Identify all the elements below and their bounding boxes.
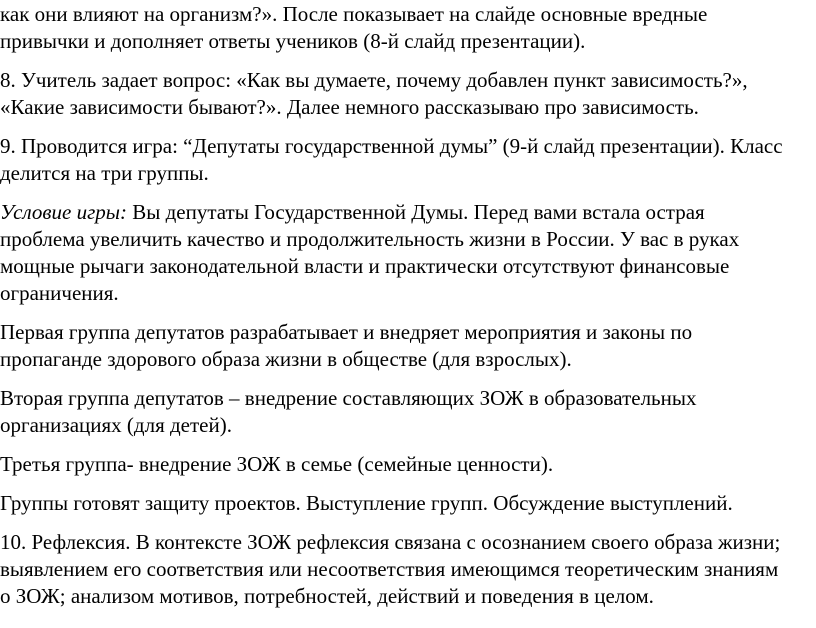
text-line: делится на три группы. [0, 161, 209, 185]
text-line: Группы готовят защиту проектов. Выступление групп. Обсуждение выступлений. [0, 491, 733, 515]
text-line: ограничения. [0, 281, 119, 305]
text-line: «Какие зависимости бывают?». Далее немного рассказываю про зависимость. [0, 95, 699, 119]
text-line: мощные рычаги законодательной власти и практически отсутствуют финансовые [0, 254, 730, 278]
text-line: Первая группа депутатов разрабатывает и внедряет мероприятия и законы по [0, 320, 693, 344]
text-line: проблема увеличить качество и продолжительность жизни в России. У вас в руках [0, 227, 740, 251]
text-fragment: Вы депутаты Государственной Думы. Перед вами встала острая [126, 200, 705, 224]
text-line: привычки и дополняет ответы учеников (8-й слайд презентации). [0, 29, 586, 53]
game-condition-label: Условие игры: [0, 200, 127, 224]
text-line: Третья группа- внедрение ЗОЖ в семье (семейные ценности). [0, 452, 554, 476]
text-line: 9. Проводится игра: “Депутаты государственной думы” (9-й слайд презентации). Класс [0, 134, 783, 158]
text-line: пропаганде здорового образа жизни в обществе (для взрослых). [0, 347, 572, 371]
text-line: 10. Рефлексия. В контексте ЗОЖ рефлексия связана с осознанием своего образа жизни; [0, 530, 781, 554]
text-line: выявлением его соответствия или несоответствия имеющимся теоретическим знаниям [0, 557, 779, 581]
text-line: о ЗОЖ; анализом мотивов, потребностей, действий и поведения в целом. [0, 584, 654, 608]
text-line: Вторая группа депутатов – внедрение составляющих ЗОЖ в образовательных [0, 386, 697, 410]
text-line: 8. Учитель задает вопрос: «Как вы думаете, почему добавлен пункт зависимость?», [0, 68, 748, 92]
text-line: как они влияют на организм?». После показывает на слайде основные вредные [0, 2, 708, 26]
text-line: организациях (для детей). [0, 413, 232, 437]
text-line [0, 199, 705, 226]
